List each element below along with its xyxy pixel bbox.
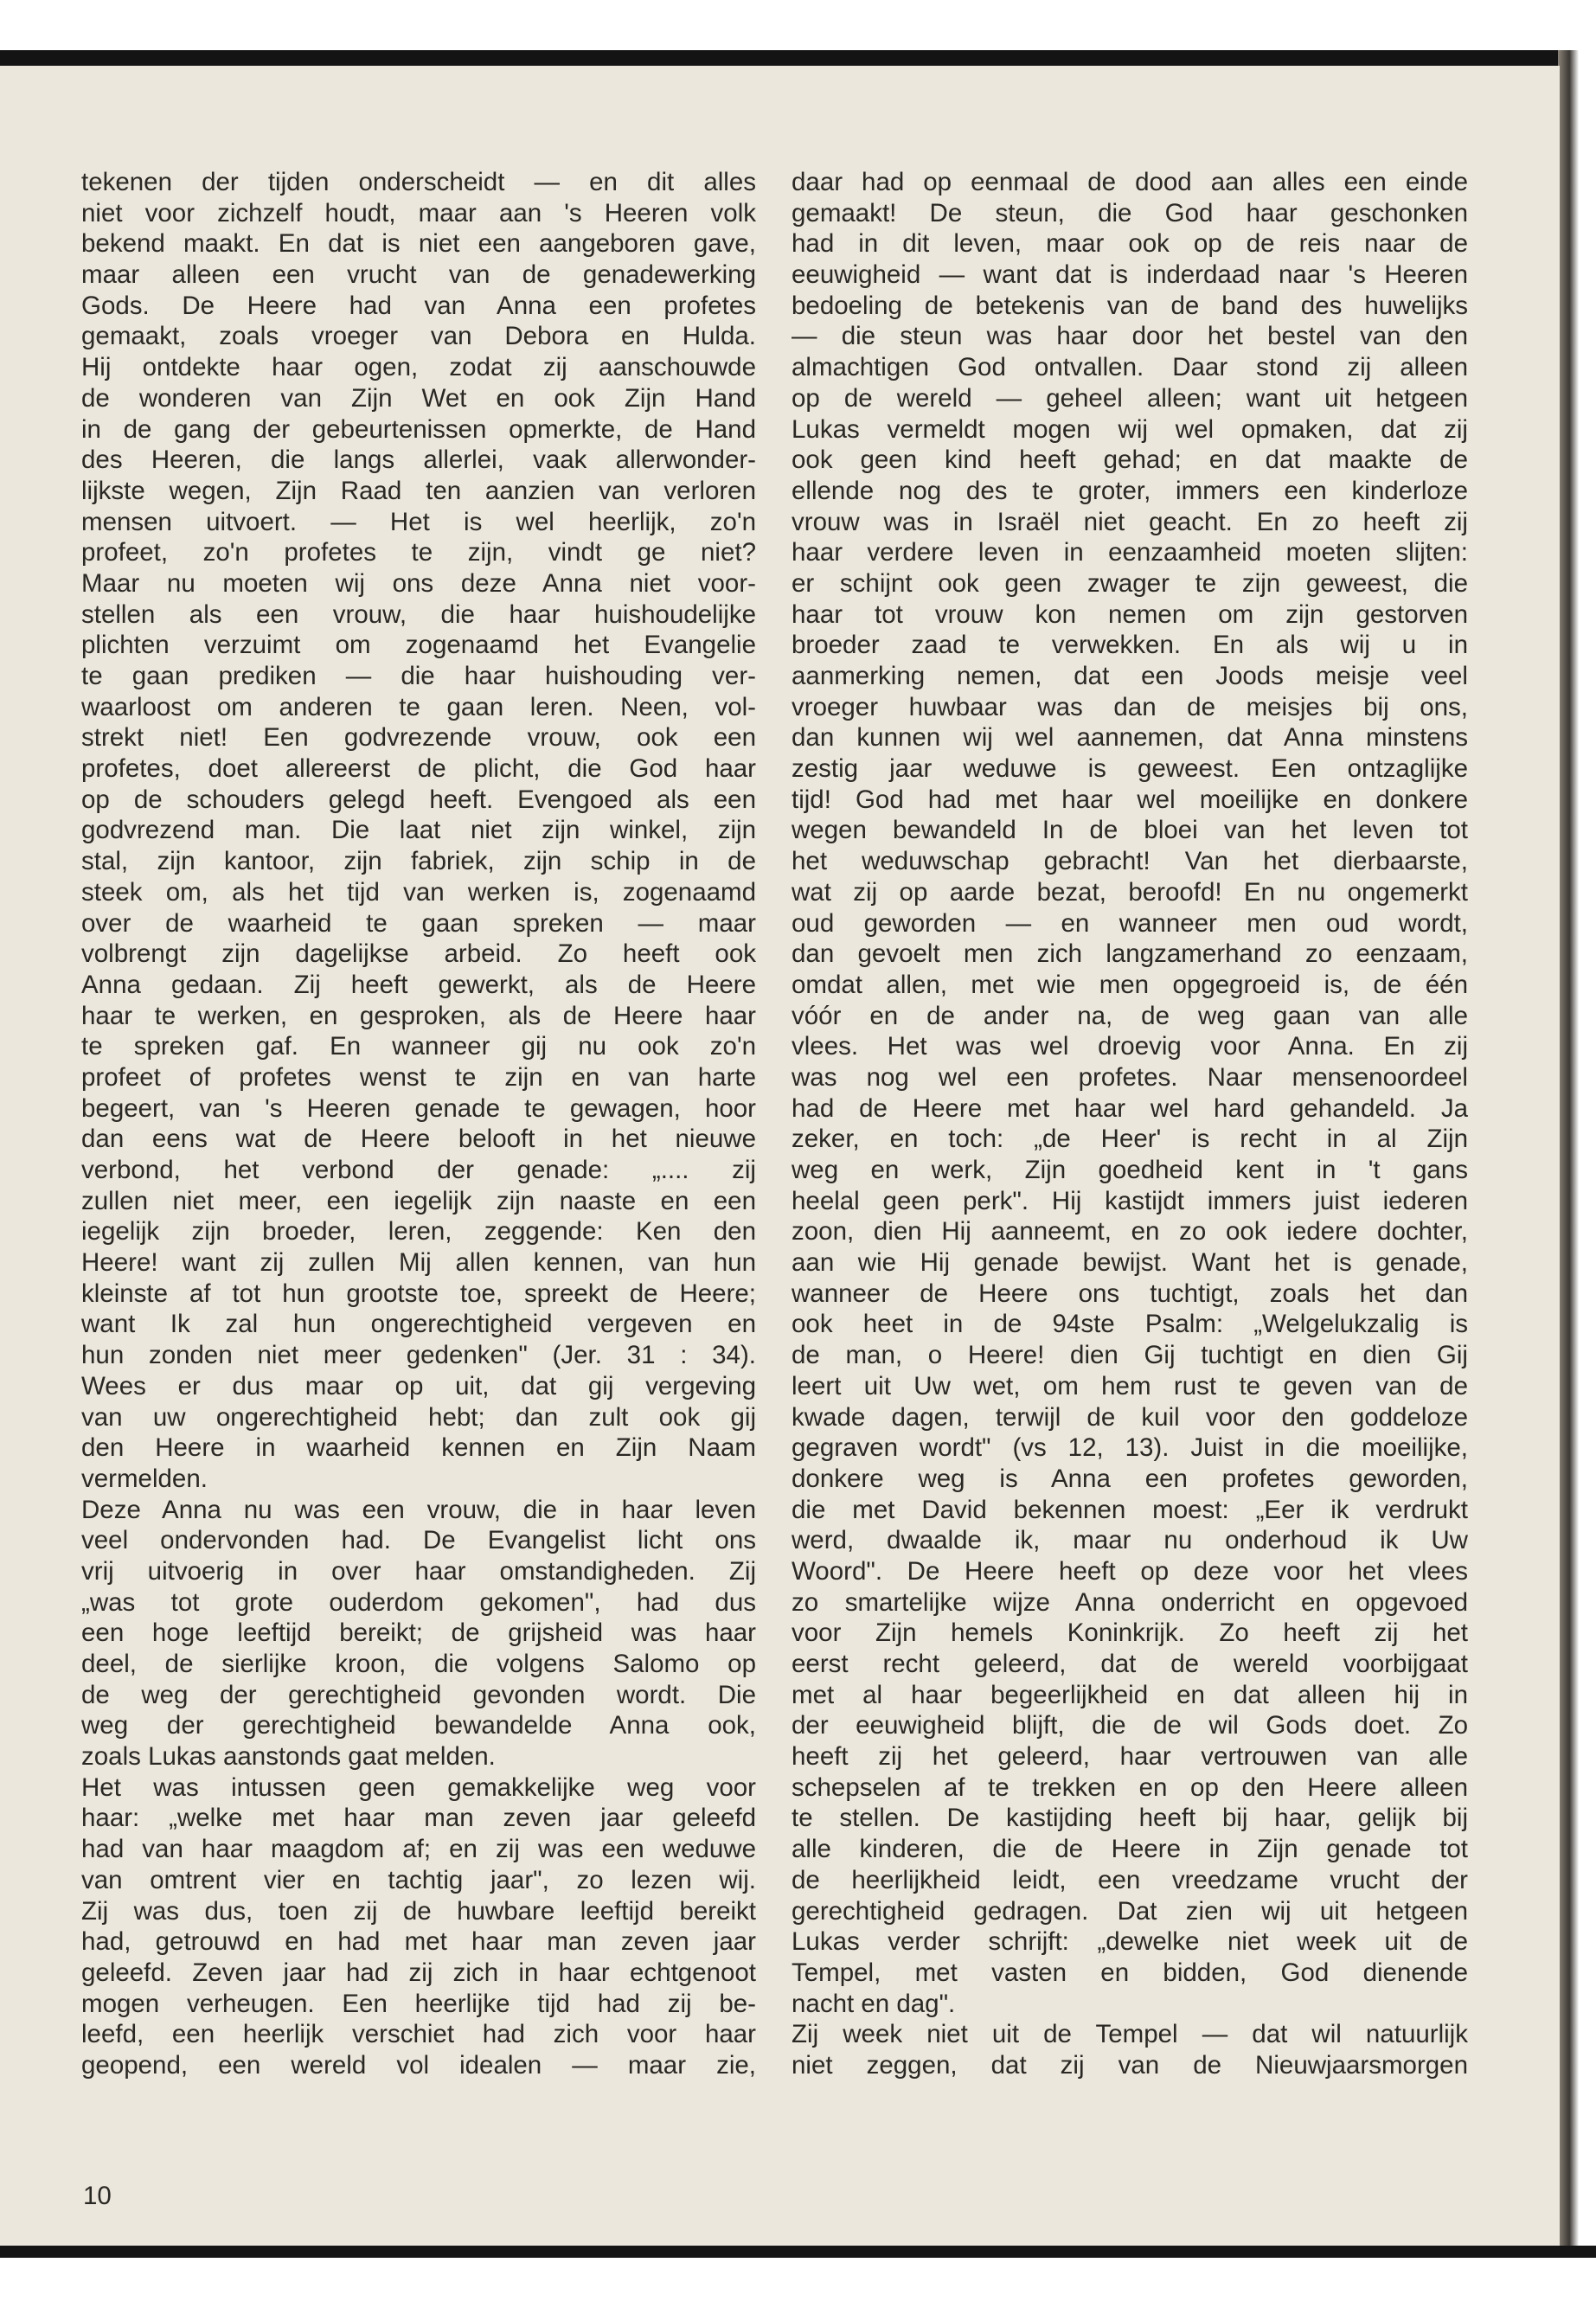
text-line: leert uit Uw wet, om hem rust te geven van de xyxy=(792,1371,1468,1400)
text-line: de heerlijkheid leidt, een vreedzame vrucht der xyxy=(792,1865,1468,1894)
text-line: zo smartelijke wijze Anna onderricht en opgevoed xyxy=(792,1587,1468,1617)
text-line: den Heere in waarheid kennen en Zijn Naam xyxy=(81,1433,756,1463)
text-line: der eeuwigheid blijft, die de wil Gods doet. Zo xyxy=(792,1711,1468,1740)
text-line: Wees er dus maar op uit, dat gij vergeving xyxy=(81,1371,756,1400)
text-line: de wonderen van Zijn Wet en ook Zijn Hand xyxy=(81,383,756,413)
text-line: vrouw was in Israël niet geacht. En zo heeft zij xyxy=(792,507,1468,536)
text-line: verbond, het verbond der genade: „.... zij xyxy=(81,1156,756,1184)
text-line: profeet, zo'n profetes te zijn, vindt ge niet? xyxy=(81,538,756,567)
text-line: ellende nog des te groter, immers een kinderloze xyxy=(792,476,1468,505)
text-line: over de waarheid te gaan spreken — maar xyxy=(81,908,756,938)
text-line: had van haar maagdom af; en zij was een weduwe xyxy=(81,1835,756,1864)
right-column xyxy=(792,167,1468,2081)
text-line: schepselen af te trekken en op den Heere alleen xyxy=(792,1772,1468,1802)
text-line: bedoeling de betekenis van de band des huwelijks xyxy=(792,291,1468,320)
text-line: Hij ontdekte haar ogen, zodat zij aanschouwde xyxy=(81,353,756,382)
text-line: weg der gerechtigheid bewandelde Anna ook, xyxy=(81,1711,756,1740)
text-line: vlees. Het was wel droevig voor Anna. En zij xyxy=(792,1032,1468,1061)
text-line: in de gang der gebeurtenissen opmerkte, de Hand xyxy=(81,414,756,444)
text-line: gegraven wordt" (vs 12, 13). Juist in die moeilijke, xyxy=(792,1433,1468,1463)
text-line: oud geworden — en wanneer men oud wordt, xyxy=(792,908,1468,938)
text-line: stellen als een vrouw, die haar huishoudelijke xyxy=(81,599,756,629)
text-line: haar: „welke met haar man zeven jaar geleefd xyxy=(81,1804,756,1833)
text-line: plichten verzuimt om zogenaamd het Evangelie xyxy=(81,631,756,660)
text-line: gerechtigheid gedragen. Dat zien wij uit hetgeen xyxy=(792,1896,1468,1926)
text-line: een hoge leeftijd bereikt; de grijsheid was haar xyxy=(81,1618,756,1648)
text-line: Maar nu moeten wij ons deze Anna niet voor- xyxy=(81,568,756,598)
text-line: profetes, doet allereerst de plicht, die God haar xyxy=(81,754,756,784)
text-line: haar tot vrouw kon nemen om zijn gestorven xyxy=(792,599,1468,629)
text-line: bekend maakt. En dat is niet een aangeboren gave, xyxy=(81,229,756,259)
text-line: stal, zijn kantoor, zijn fabriek, zijn schip in de xyxy=(81,847,756,876)
text-line: er schijnt ook geen zwager te zijn geweest, die xyxy=(792,568,1468,598)
text-line: dan gevoelt men zich langzamerhand zo eenzaam, xyxy=(792,939,1468,969)
text-line: daar had op eenmaal de dood aan alles een einde xyxy=(792,168,1468,196)
text-line: deel, de sierlijke kroon, die volgens Salomo op xyxy=(81,1650,756,1678)
text-line: voor Zijn hemels Koninkrijk. Zo heeft zij het xyxy=(792,1618,1468,1648)
scan-margin-top xyxy=(0,0,1596,54)
text-line: Gods. De Heere had van Anna een profetes xyxy=(81,291,756,320)
text-line: Het was intussen geen gemakkelijke weg voor xyxy=(81,1772,756,1802)
text-line: had de Heere met haar wel hard gehandeld. Ja xyxy=(792,1093,1468,1123)
text-line: zoon, dien Hij aanneemt, en zo ook iedere dochter, xyxy=(792,1217,1468,1247)
text-line: weg en werk, Zijn goedheid kent in 't gans xyxy=(792,1156,1468,1184)
text-line: des Heeren, die langs allerlei, vaak allerwonder- xyxy=(81,445,756,475)
text-line: niet voor zichzelf houdt, maar aan 's Heeren volk xyxy=(81,198,756,228)
left-column xyxy=(81,167,756,2081)
text-line: kleinste af tot hun grootste toe, spreekt de Heere; xyxy=(81,1279,756,1308)
text-line: dan eens wat de Heere belooft in het nieuwe xyxy=(81,1125,756,1154)
text-line: Heere! want zij zullen Mij allen kennen, van hun xyxy=(81,1248,756,1278)
text-line: gemaakt, zoals vroeger van Debora en Hulda. xyxy=(81,322,756,351)
text-line: zeker, en toch: „de Heer' is recht in al Zijn xyxy=(792,1125,1468,1154)
page-number: 10 xyxy=(83,2182,112,2210)
text-line: vóór en de ander na, de weg gaan van alle xyxy=(792,1001,1468,1030)
text-line: waarloost om anderen te gaan leren. Neen, vol- xyxy=(81,692,756,721)
text-line: wegen bewandeld In de bloei van het leven tot xyxy=(792,816,1468,845)
text-line: mogen verheugen. Een heerlijke tijd had zij be- xyxy=(81,1989,756,2018)
text-line: haar verdere leven in eenzaamheid moeten slijten: xyxy=(792,538,1468,567)
text-line: van omtrent vier en tachtig jaar", zo lezen wij. xyxy=(81,1865,756,1894)
text-line: leefd, een heerlijk verschiet had zich voor haar xyxy=(81,2020,756,2049)
text-line: Zij was dus, toen zij de huwbare leeftijd bereikt xyxy=(81,1896,756,1926)
text-line: profeet of profetes wenst te zijn en van harte xyxy=(81,1062,756,1092)
text-line: almachtigen God ontvallen. Daar stond zij alleen xyxy=(792,353,1468,382)
text-line: hun zonden niet meer gedenken" (Jer. 31 : 34). xyxy=(81,1341,756,1370)
text-line: eeuwigheid — want dat is inderdaad naar 's Heeren xyxy=(792,260,1468,290)
text-line: dan kunnen wij wel aannemen, dat Anna minstens xyxy=(792,723,1468,753)
text-line: volbrengt zijn dagelijkse arbeid. Zo heeft ook xyxy=(81,939,756,969)
text-line: steek om, als het tijd van werken is, zogenaamd xyxy=(81,877,756,907)
text-line: werd, dwaalde ik, maar nu onderhoud ik Uw xyxy=(792,1526,1468,1555)
text-line: met al haar begeerlijkheid en dat alleen hij in xyxy=(792,1680,1468,1709)
text-line: zullen niet meer, een iegelijk zijn naaste en een xyxy=(81,1186,756,1215)
text-line: aanmerking nemen, dat een Joods meisje veel xyxy=(792,662,1468,690)
text-line: — die steun was haar door het bestel van den xyxy=(792,322,1468,351)
text-line: van uw ongerechtigheid hebt; dan zult ook gij xyxy=(81,1402,756,1432)
scan-edge-top xyxy=(0,50,1596,66)
text-line: ook heet in de 94ste Psalm: „Welgelukzalig is xyxy=(792,1310,1468,1339)
text-line: vrij uitvoerig in over haar omstandigheden. Zij xyxy=(81,1556,756,1586)
text-line: begeert, van 's Heeren genade te gewagen, hoor xyxy=(81,1093,756,1123)
text-line: geopend, een wereld vol idealen — maar zie, xyxy=(81,2050,756,2080)
text-line: de weg der gerechtigheid gevonden wordt. Die xyxy=(81,1680,756,1709)
text-line: heelal geen perk". Hij kastijdt immers juist iederen xyxy=(792,1186,1468,1215)
text-line: geleefd. Zeven jaar had zij zich in haar echtgenoot xyxy=(81,1958,756,1987)
text-line: wat zij op aarde bezat, beroofd! En nu ongemerkt xyxy=(792,877,1468,907)
text-line: gemaakt! De steun, die God haar geschonken xyxy=(792,198,1468,228)
text-line: zoals Lukas aanstonds gaat melden. xyxy=(81,1742,496,1772)
text-line: ook geen kind heeft gehad; en dat maakte de xyxy=(792,445,1468,475)
scan-edge-bottom xyxy=(0,2246,1596,2301)
text-line: had in dit leven, maar ook op de reis naar de xyxy=(792,229,1468,259)
text-line: Deze Anna nu was een vrouw, die in haar leven xyxy=(81,1495,756,1524)
text-line: lijkste wegen, Zijn Raad ten aanzien van verloren xyxy=(81,476,756,505)
text-line: „was tot grote ouderdom gekomen", had dus xyxy=(81,1587,756,1617)
text-line: strekt niet! Een godvrezende vrouw, ook een xyxy=(81,723,756,753)
text-line: Lukas verder schrijft: „dewelke niet week uit de xyxy=(792,1927,1468,1957)
text-line: wanneer de Heere ons tuchtigt, zoals het dan xyxy=(792,1279,1468,1308)
text-line: maar alleen een vrucht van de genadewerking xyxy=(81,260,756,290)
text-line: omdat allen, met wie men opgegroeid is, de één xyxy=(792,970,1468,999)
scan-edge-right xyxy=(1558,50,1596,2258)
text-line: de man, o Heere! dien Gij tuchtigt en dien Gij xyxy=(792,1341,1468,1370)
text-line: want Ik zal hun ongerechtigheid vergeven en xyxy=(81,1310,756,1339)
text-line: te spreken gaf. En wanneer gij nu ook zo'n xyxy=(81,1032,756,1061)
text-line: kwade dagen, terwijl de kuil voor den goddeloze xyxy=(792,1402,1468,1432)
text-line: mensen uitvoert. — Het is wel heerlijk, zo'n xyxy=(81,507,756,536)
text-line: op de schouders gelegd heeft. Evengoed als een xyxy=(81,785,756,814)
text-line: was nog wel een profetes. Naar mensenoordeel xyxy=(792,1062,1468,1092)
text-line: het weduwschap gebracht! Van het dierbaarste, xyxy=(792,847,1468,876)
text-line: te stellen. De kastijding heeft bij haar, gelijk bij xyxy=(792,1804,1468,1833)
text-line: godvrezend man. Die laat niet zijn winkel, zijn xyxy=(81,816,756,845)
text-line: alle kinderen, die de Heere in Zijn genade tot xyxy=(792,1835,1468,1864)
text-line: Tempel, met vasten en bidden, God dienende xyxy=(792,1958,1468,1987)
text-line: haar te werken, en gesproken, als de Heere haar xyxy=(81,1001,756,1030)
text-line: heeft zij het geleerd, haar vertrouwen van alle xyxy=(792,1742,1468,1772)
text-line: zestig jaar weduwe is geweest. Een ontzaglijke xyxy=(792,754,1468,784)
text-line: eerst recht geleerd, dat de wereld voorbijgaat xyxy=(792,1650,1468,1678)
text-line: aan wie Hij genade bewijst. Want het is genade, xyxy=(792,1248,1468,1278)
text-line: te gaan prediken — die haar huishouding ver- xyxy=(81,662,756,690)
text-line: broeder zaad te verwekken. En als wij u in xyxy=(792,631,1468,660)
text-line: Lukas vermeldt mogen wij wel opmaken, dat zij xyxy=(792,414,1468,444)
text-line: op de wereld — geheel alleen; want uit hetgeen xyxy=(792,383,1468,413)
text-line: Anna gedaan. Zij heeft gewerkt, als de Heere xyxy=(81,970,756,999)
text-line: veel ondervonden had. De Evangelist licht ons xyxy=(81,1526,756,1555)
text-line: vermelden. xyxy=(81,1464,208,1493)
text-line: donkere weg is Anna een profetes geworden, xyxy=(792,1464,1468,1493)
text-line: Zij week niet uit de Tempel — dat wil natuurlijk xyxy=(792,2020,1468,2049)
text-line: die met David bekennen moest: „Eer ik verdrukt xyxy=(792,1495,1468,1524)
text-line: vroeger huwbaar was dan de meisjes bij ons, xyxy=(792,692,1468,721)
text-line: tijd! God had met haar wel moeilijke en donkere xyxy=(792,785,1468,814)
text-line: tekenen der tijden onderscheidt — en dit alles xyxy=(81,168,756,196)
text-line: iegelijk zijn broeder, leren, zeggende: Ken den xyxy=(81,1217,756,1247)
text-line: niet zeggen, dat zij van de Nieuwjaarsmorgen xyxy=(792,2050,1468,2080)
text-line: nacht en dag". xyxy=(792,1989,956,2018)
text-line: Woord". De Heere heeft op deze voor het vlees xyxy=(792,1556,1468,1586)
text-line: had, getrouwd en had met haar man zeven jaar xyxy=(81,1927,756,1957)
